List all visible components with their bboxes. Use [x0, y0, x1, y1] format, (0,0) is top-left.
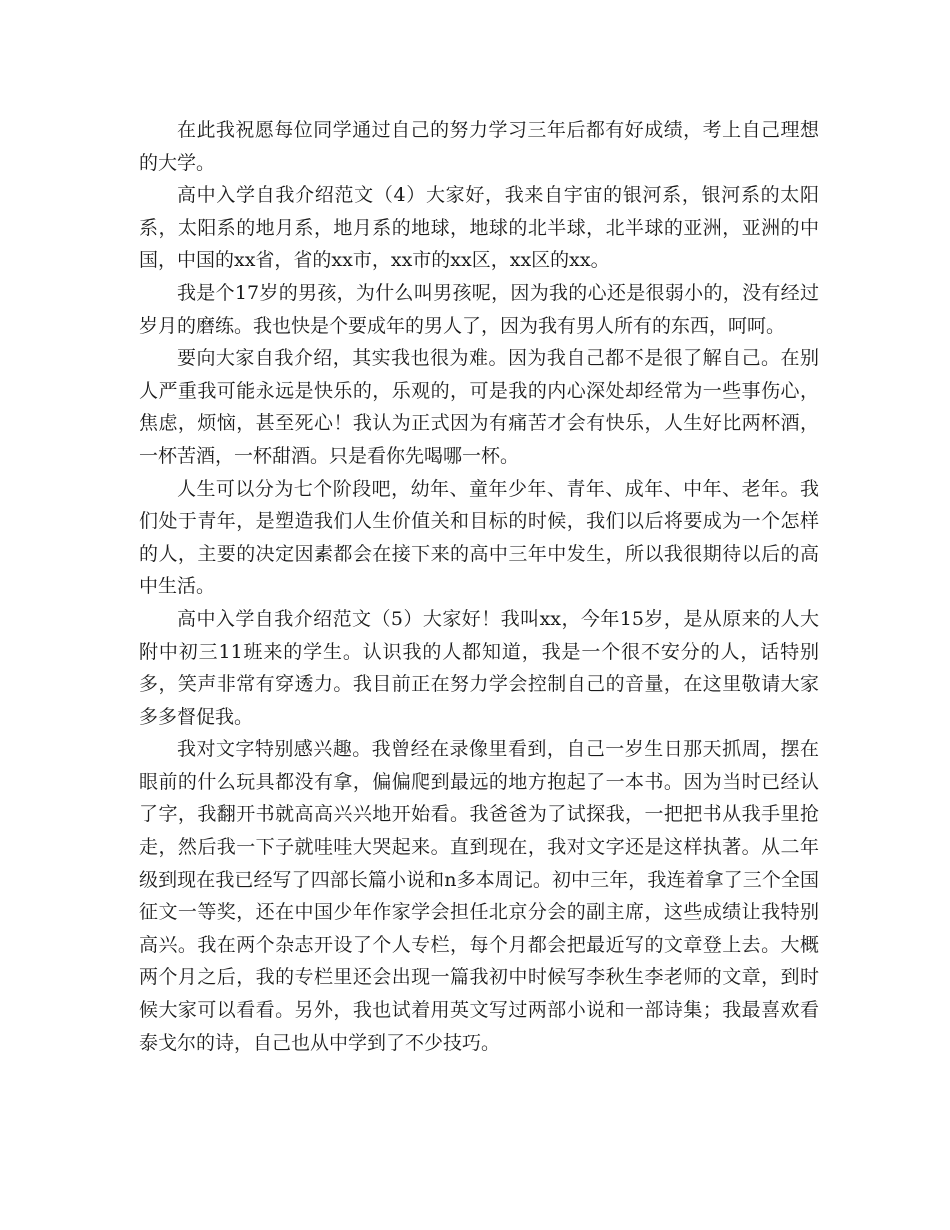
- paragraph-5: 人生可以分为七个阶段吧，幼年、童年少年、青年、成年、中年、老年。我们处于青年，是塑造我们人生价值关和目标的时候，我们以后将要成为一个怎样的人，主要的决定因素都会在接下来的高中三年中发生，所以我很期待以后的高中生活。: [139, 477, 819, 598]
- document-body: [139, 114, 819, 1059]
- paragraph-6: 高中入学自我介绍范文（5）大家好！我叫xx，今年15岁，是从原来的人大附中初三11班来的学生。认识我的人都知道，我是一个很不安分的人，话特别多，笑声非常有穿透力。我目前正在努力学会控制自己的音量，在这里敬请大家多多督促我。: [139, 607, 819, 728]
- paragraph-7: 我对文字特别感兴趣。我曾经在录像里看到，自己一岁生日那天抓周，摆在眼前的什么玩具都没有拿，偏偏爬到最远的地方抱起了一本书。因为当时已经认了字，我翻开书就高高兴兴地开始看。我爸爸为了试探我，一把把书从我手里抢走，然后我一下子就哇哇大哭起来。直到现在，我对文字还是这样执著。从二年级到现在我已经写了四部长篇小说和n多本周记。初中三年，我连着拿了三个全国征文一等奖，还在中国少年作家学会担任北京分会的副主席，这些成绩让我特别高兴。我在两个杂志开设了个人专栏，每个月都会把最近写的文章登上去。大概两个月之后，我的专栏里还会出现一篇我初中时候写李秋生李老师的文章，到时候大家可以看看。另外，我也试着用英文写过两部小说和一部诗集；我最喜欢看泰戈尔的诗，自己也从中学到了不少技巧。: [139, 738, 819, 1054]
- paragraph-1: 在此我祝愿每位同学通过自己的努力学习三年后都有好成绩，考上自己理想的大学。: [139, 119, 819, 174]
- paragraph-3: 我是个17岁的男孩，为什么叫男孩呢，因为我的心还是很弱小的，没有经过岁月的磨练。我也快是个要成年的男人了，因为我有男人所有的东西，呵呵。: [139, 281, 819, 337]
- paragraph-2: 高中入学自我介绍范文（4）大家好，我来自宇宙的银河系，银河系的太阳系，太阳系的地月系，地月系的地球，地球的北半球，北半球的亚洲，亚洲的中国，中国的xx省，省的xx市，xx市的xx区，xx区的xx。: [139, 184, 819, 272]
- paragraph-4: 要向大家自我介绍，其实我也很为难。因为我自己都不是很了解自己。在别人严重我可能永远是快乐的，乐观的，可是我的内心深处却经常为一些事伤心，焦虑，烦恼，甚至死心！我认为正式因为有痛苦才会有快乐，人生好比两杯酒，一杯苦酒，一杯甜酒。只是看你先喝哪一杯。: [139, 347, 819, 467]
